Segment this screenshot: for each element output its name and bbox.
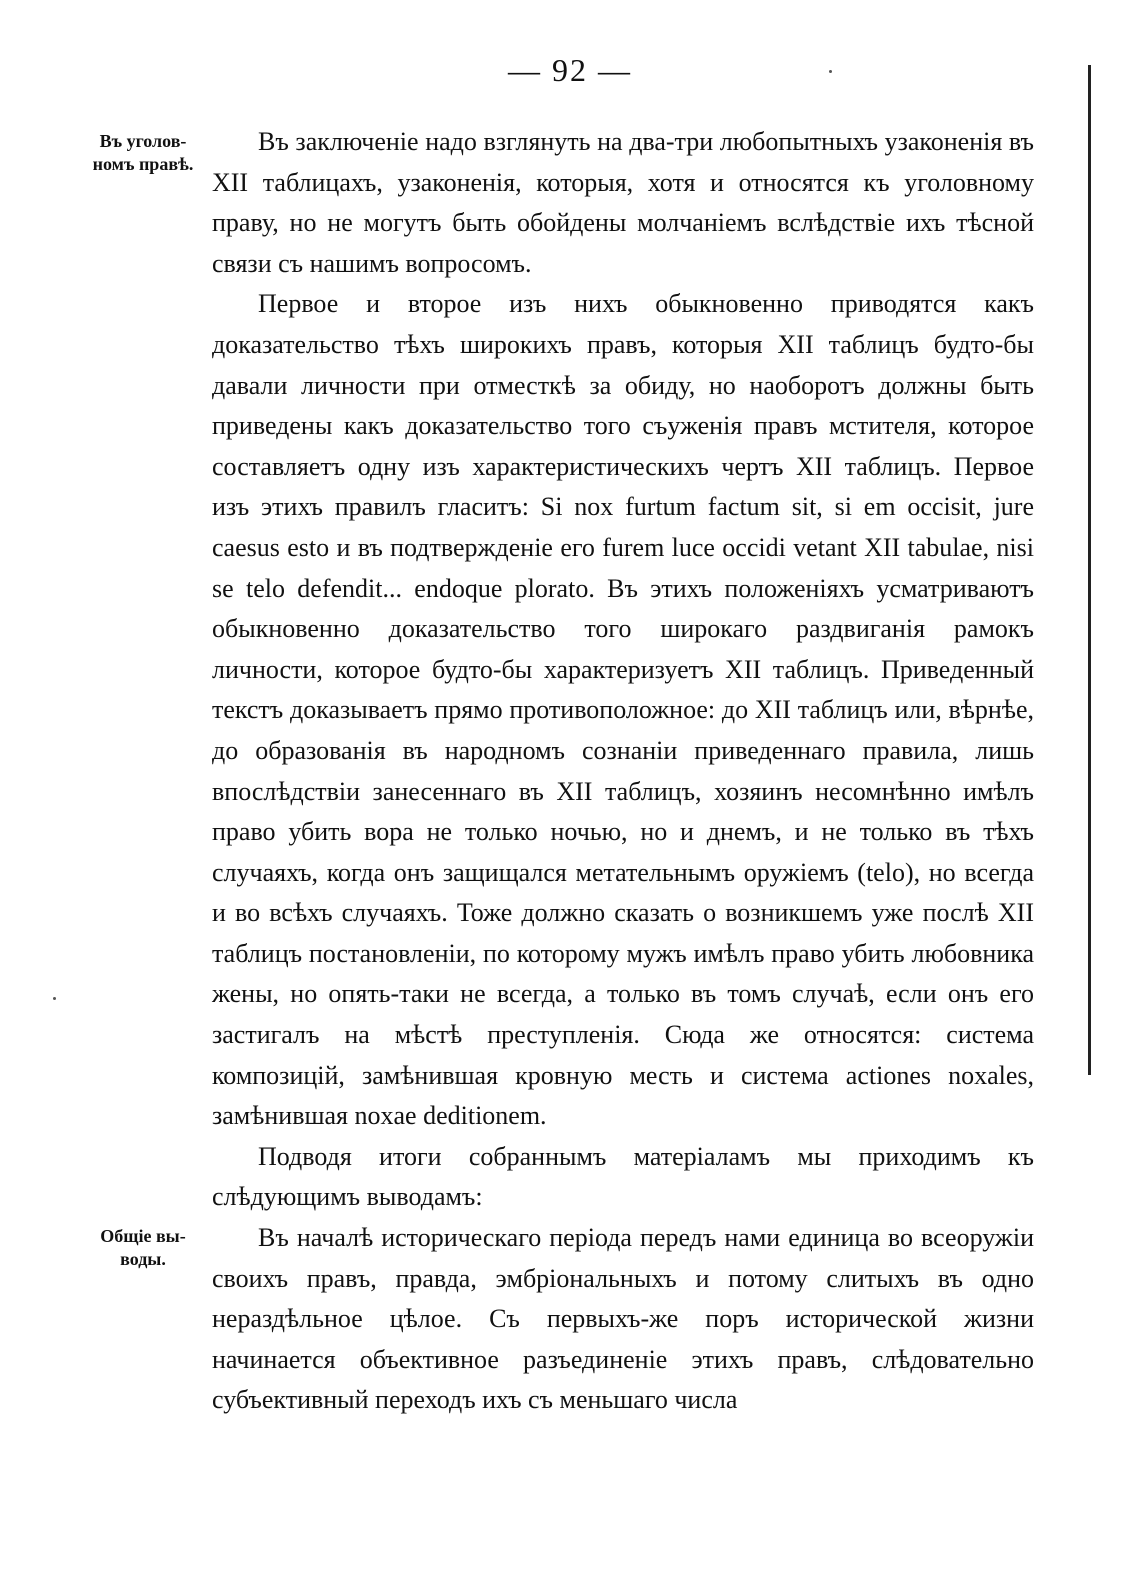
scan-speck	[829, 70, 832, 73]
paragraph: Первое и второе изъ нихъ обыкновенно приводятся какъ доказательство тѣхъ широкихъ правъ, которыя XII таблицъ будто-бы давали личности при отместкѣ за обиду, но наоборотъ должны быть приведены какъ доказательство того съуженія правъ мстителя, которое составляетъ одну изъ характеристическихъ чертъ XII таблицъ. Первое изъ этихъ правилъ гласитъ: Si nox furtum factum sit, si em occisit, jure caesus esto и въ подтвержденіе его furem luce occidi vetant XII tabulae, nisi se telo defendit... endoque plorato. Въ этихъ положеніяхъ усматриваютъ обыкновенно доказательство того широкаго раздвиганія рамокъ личности, которое будто-бы характеризуетъ XII таблицъ. Приведенный текстъ доказываетъ прямо противоположное: до XII таблицъ или, вѣрнѣе, до образованія въ народномъ сознаніи приведеннаго правила, лишь впослѣдствіи занесеннаго въ XII таблицъ, хозяинъ несомнѣнно имѣлъ право убить вора не только ночью, но и днемъ, и не только въ тѣхъ случаяхъ, когда онъ защищался метательнымъ оружіемъ (telo), но всегда и во всѣхъ случаяхъ. Тоже должно сказать о возникшемъ уже послѣ XII таблицъ постановленіи, по которому мужъ имѣлъ право убить любовника жены, но опять-таки не всегда, а только въ томъ случаѣ, если онъ его застигалъ на мѣстѣ преступленія. Сюда же относятся: система композицій, замѣнившая кровную месть и система actiones noxales, замѣнившая noxae deditionem.	[212, 289, 1034, 1131]
paragraph: Въ заключеніе надо взглянуть на два-три любопытныхъ узаконенія въ XII таблицахъ, узаконенія, которыя, хотя и относятся къ уголовному праву, но не могутъ быть обойдены молчаніемъ вслѣдствіе ихъ тѣсной связи съ нашимъ вопросомъ.	[212, 127, 1034, 278]
paragraph: Подводя итоги собраннымъ матеріаламъ мы приходимъ къ слѣдующимъ выводамъ:	[212, 1141, 1034, 1212]
scan-speck	[53, 997, 56, 1000]
paragraph: Въ началѣ историческаго періода передъ нами единица во всеоружіи своихъ правъ, правда, эмбріональныхъ и потому слитыхъ въ одно нераздѣльное цѣлое. Съ первыхъ-же поръ исторической жизни начинается объективное разъединеніе этихъ правъ, слѣдовательно субъективный переходъ ихъ съ меньшаго числа	[212, 1223, 1034, 1415]
margin-note-criminal-law: Въ уголов- номъ правѣ.	[92, 131, 194, 174]
body-text	[212, 122, 1034, 1421]
binding-edge-rule	[1088, 65, 1091, 1075]
page-number: — 92 —	[508, 52, 632, 88]
margin-note-conclusions: Общіе вы- воды.	[100, 1226, 186, 1269]
